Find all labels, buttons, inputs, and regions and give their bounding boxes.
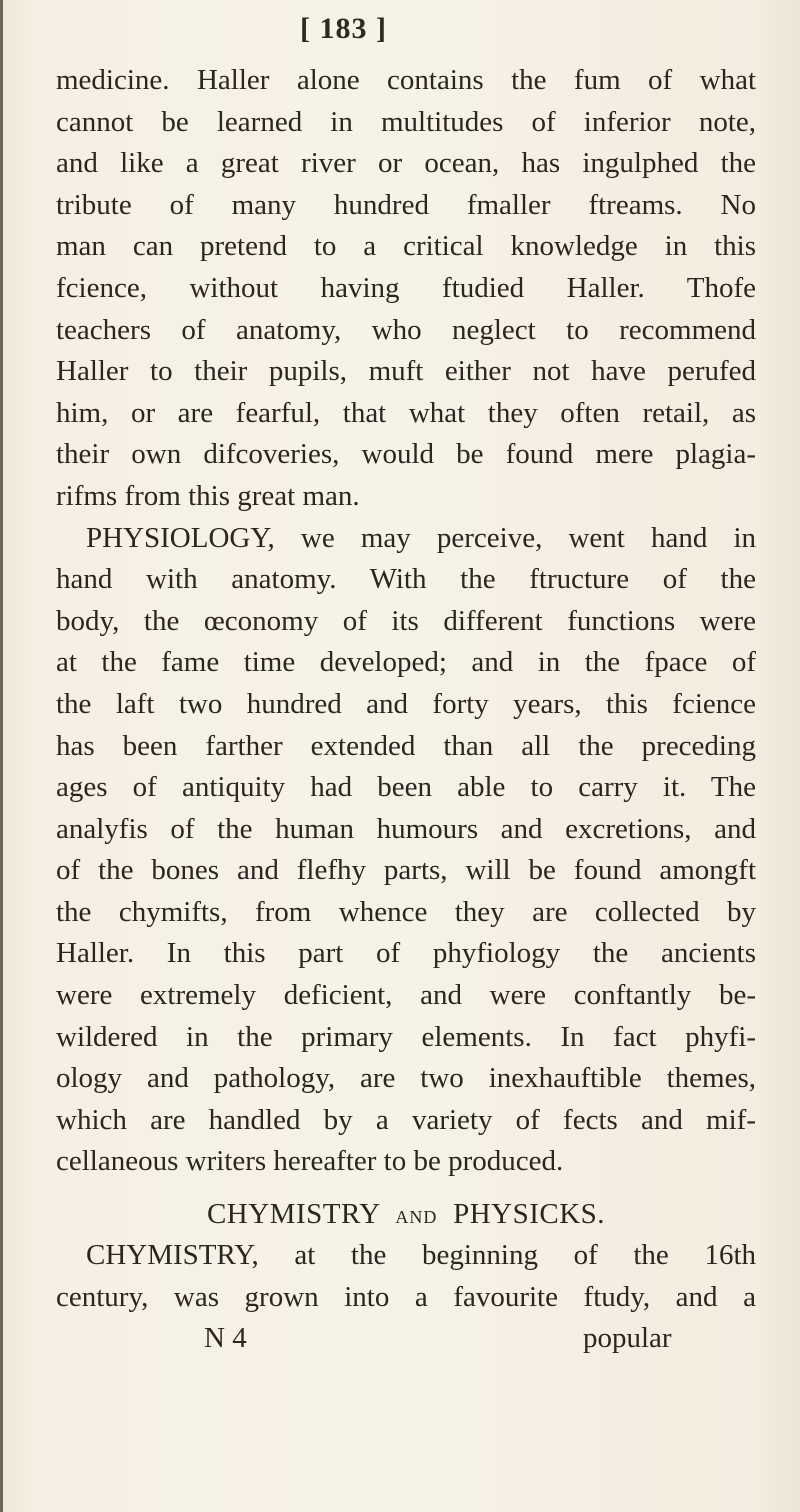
text-line: ages of antiquity had been able to carry it. The <box>56 771 756 804</box>
text-line: teachers of anatomy, who neglect to recommend <box>56 313 756 346</box>
text-line: which are handled by a variety of fects and mif- <box>56 1103 756 1136</box>
heading-right: PHYSICKS. <box>453 1198 606 1231</box>
text-line: and like a great river or ocean, has ingulphed the <box>56 147 756 180</box>
paragraph-physiology <box>56 518 756 1184</box>
text-line: Haller to their pupils, muft either not have perufed <box>56 355 756 388</box>
text-line: him, or are fearful, that what they often retail, as <box>56 396 756 429</box>
catchword: popular <box>583 1322 672 1355</box>
text-line: analyfis of the human humours and excretions, and <box>56 812 756 845</box>
text-line: at the fame time developed; and in the fpace of <box>56 646 756 679</box>
text-line: CHYMISTRY, at the beginning of the 16th <box>86 1239 756 1272</box>
signature-mark: N 4 <box>204 1322 247 1355</box>
text-line: hand with anatomy. With the ftructure of the <box>56 563 756 596</box>
text-line: of the bones and flefhy parts, will be found amongft <box>56 854 756 887</box>
text-line: cannot be learned in multitudes of inferior note, <box>56 105 756 138</box>
heading-and: AND <box>395 1207 438 1228</box>
text-line: body, the œconomy of its different functions were <box>56 604 756 637</box>
section-heading <box>56 1193 756 1235</box>
text-line: the laft two hundred and forty years, this fcience <box>56 687 756 720</box>
page-edge-rule <box>0 0 3 1512</box>
text-line: century, was grown into a favourite ftudy, and a <box>56 1280 756 1313</box>
text-line: man can pretend to a critical knowledge in this <box>56 230 756 263</box>
body-text <box>56 60 756 1360</box>
text-line: medicine. Haller alone contains the fum of what <box>56 64 756 96</box>
text-line: PHYSIOLOGY, we may perceive, went hand in <box>86 521 756 554</box>
text-line: fcience, without having ftudied Haller. Thofe <box>56 271 756 304</box>
text-line: their own difcoveries, would be found mere plagia- <box>56 438 756 471</box>
text-line: rifms from this great man. <box>56 479 360 512</box>
text-line: were extremely deficient, and were conftantly be- <box>56 979 756 1012</box>
text-line: the chymifts, from whence they are collected by <box>56 895 756 928</box>
text-line: tribute of many hundred fmaller ftreams. No <box>56 188 756 221</box>
heading-left: CHYMISTRY <box>206 1198 380 1231</box>
page-footer-line <box>56 1318 756 1360</box>
paragraph-chymistry <box>56 1235 756 1318</box>
paragraph-haller <box>56 60 756 518</box>
text-line: cellaneous writers hereafter to be produced. <box>56 1145 564 1178</box>
page-number: [ 183 ] <box>300 12 387 45</box>
text-line: Haller. In this part of phyfiology the ancients <box>56 937 756 970</box>
text-line: ology and pathology, are two inexhauftible themes, <box>56 1062 756 1095</box>
text-line: wildered in the primary elements. In fact phyfi- <box>56 1020 756 1053</box>
text-line: has been farther extended than all the preceding <box>56 729 756 762</box>
